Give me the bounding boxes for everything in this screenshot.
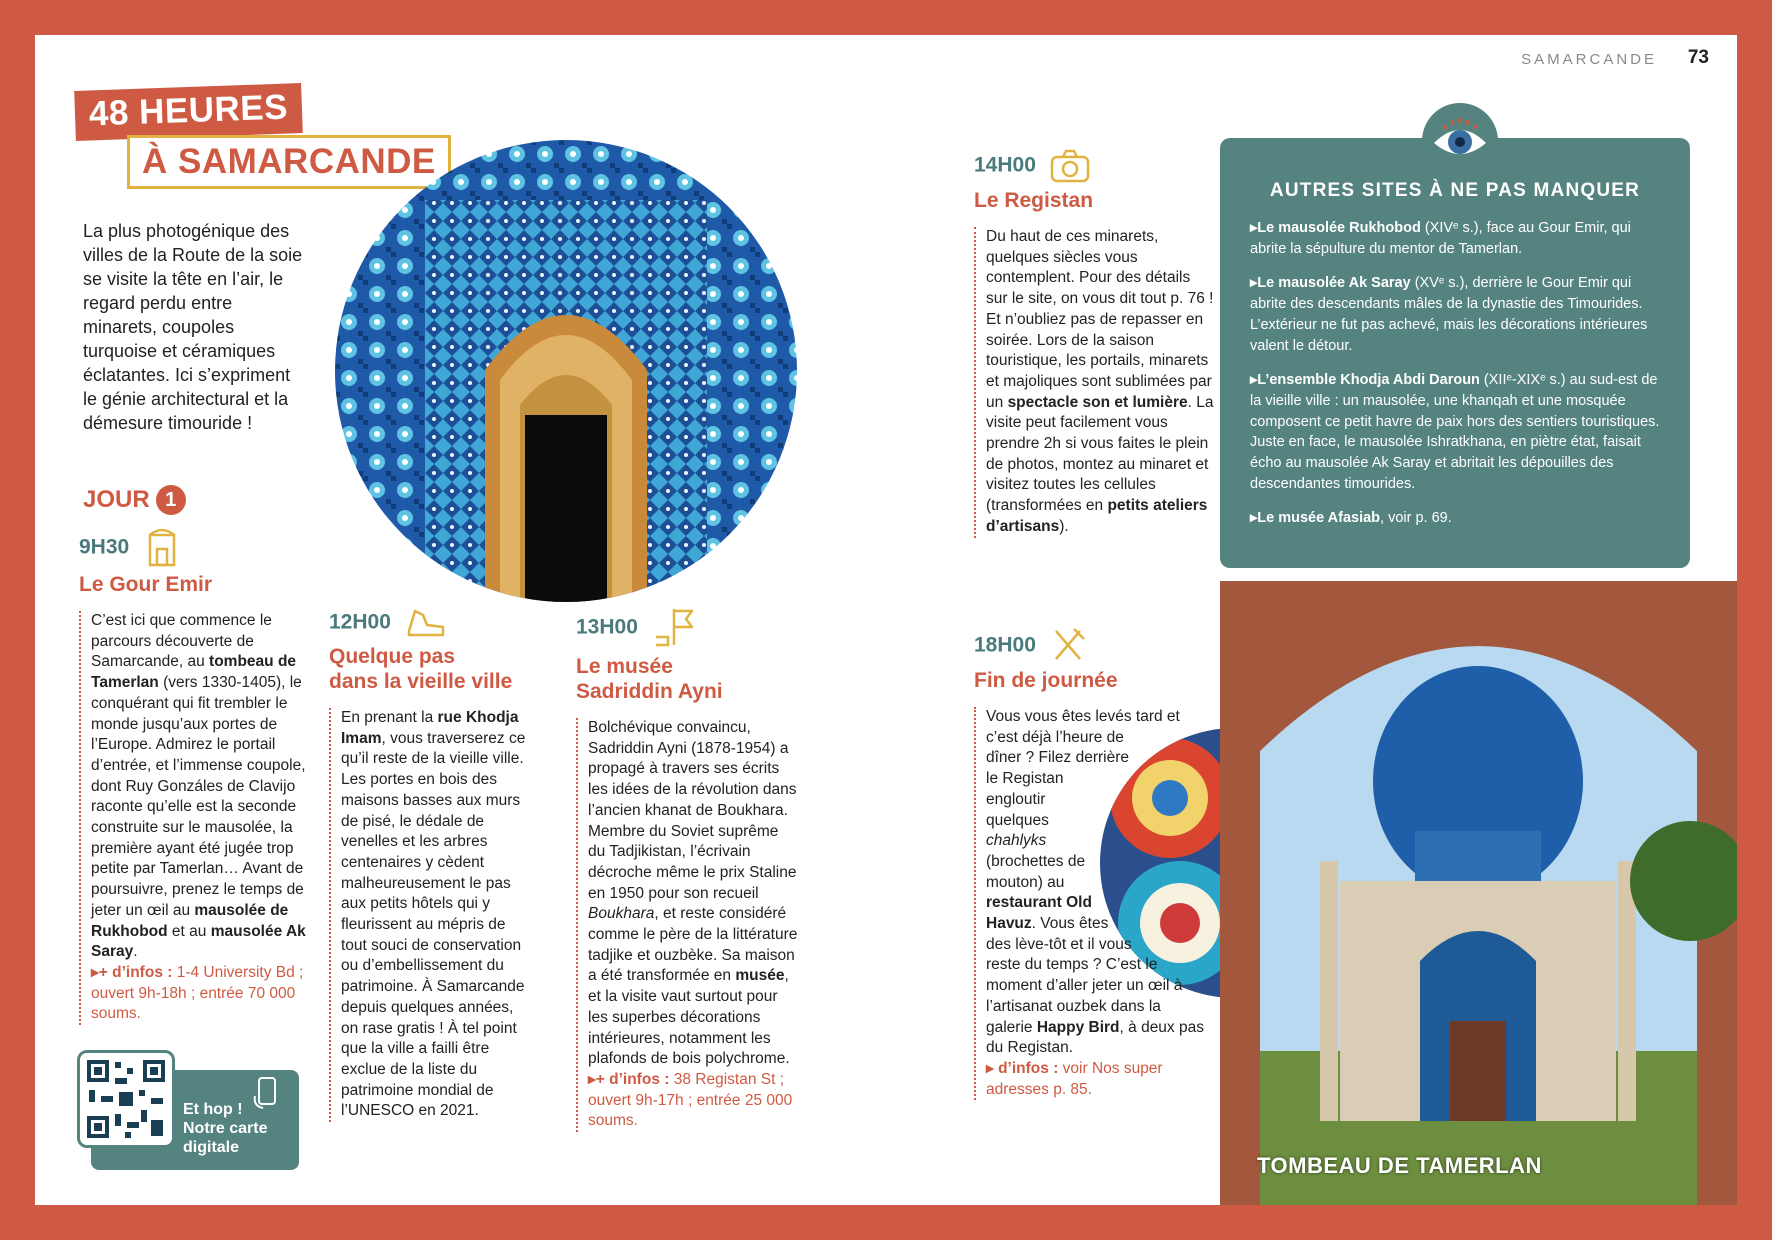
gour-text-4: . <box>133 943 138 961</box>
ville-place-2: dans la vieille ville <box>329 670 513 693</box>
panel-item-text: , voir p. 69. <box>1380 510 1452 527</box>
soir-text-4: , à deux pas du Registan. <box>986 1018 1204 1057</box>
musee-body <box>576 718 798 1132</box>
panel-items <box>1250 218 1662 543</box>
gour-info-label: ▸+ d’infos : <box>91 963 173 981</box>
panel-item-name: ▸Le mausolée Ak Saray <box>1250 275 1411 292</box>
running-title: SAMARCANDE <box>1521 51 1657 68</box>
other-sites-panel <box>1220 138 1690 568</box>
registan-text-1: Du haut de ces minarets, quelques siècles vous contemplent. Pour des détails sur le site, on vous dit tout p. 76 ! Et n’oubliez pas de repasser en soirée. Lors de la saison touristique, les portails, minarets et majoliques sont sublimées par un <box>986 228 1214 411</box>
musee-info-label: ▸+ d’infos : <box>588 1070 670 1088</box>
ville-text-1: En prenant la <box>341 709 438 726</box>
magazine-page <box>35 35 1737 1205</box>
gour-text-2: (vers 1330-1405), le conquérant qui fit trembler le monde jusqu’aux portes de l’Europe. Admirez le portail d’entrée, et l’immense coupole, dont Ruy Gonzáles de Clavijo raconte qu’elle est la seconde construite sur le mausolée, la première ayant été jugée trop petite par Tamerlan… Avant de poursuivre, prenez le temps de jeter un œil au <box>91 674 306 919</box>
registan-text-3: ). <box>1059 517 1069 535</box>
ville-time: 12H00 <box>329 610 391 634</box>
musee-bold-1: musée <box>735 967 785 985</box>
qr-code[interactable] <box>77 1050 175 1148</box>
day-number: 1 <box>156 485 186 515</box>
soir-bold-2: Happy Bird <box>1036 1018 1120 1036</box>
registan-body <box>974 227 1214 538</box>
gour-info <box>91 964 303 1022</box>
day-label: JOUR <box>83 486 150 513</box>
musee-text-2: , et reste considéré comme le père de la littérature tadjike et ouzbèke. Sa maison a été transformée en <box>588 905 798 985</box>
musee-time: 13H00 <box>576 615 638 639</box>
musee-text-3: , et la visite vaut surtout pour les superbes décorations intérieures, notamment les plafonds de bois polychrome. <box>588 967 790 1068</box>
section-musee <box>576 605 798 1132</box>
monument-icon <box>144 527 180 572</box>
gour-bold-2: mausolée de Rukhobod <box>91 901 289 940</box>
panel-item-name: ▸Le mausolée Rukhobod <box>1250 220 1421 236</box>
eye-icon <box>1422 103 1498 179</box>
gour-info-text: 1-4 University Bd ; ouvert 9h-18h ; entrée 70 000 soums. <box>91 963 304 1023</box>
soir-info <box>986 1060 1163 1098</box>
registan-text-2: . La visite peut facilement vous prendre 2h si vous faites le plein de photos, montez au minaret et visitez toutes les cellules (transformées en <box>986 393 1214 515</box>
day-heading <box>83 485 186 515</box>
ville-bold-1: rue Khodja Imam <box>341 709 519 747</box>
soir-time: 18H00 <box>974 633 1036 657</box>
gour-text-1: C’est ici que commence le parcours découverte de Samarcande, au <box>91 612 272 671</box>
panel-item <box>1250 273 1662 356</box>
section-fin-journee <box>974 627 1214 1100</box>
soir-body <box>974 707 1206 1100</box>
soir-text-3: . Vous êtes des lève-tôt et il vous reste du temps ? C’est le moment d’aller jeter un œil à l’artisanat ouzbek dans la galerie <box>986 915 1183 1036</box>
panel-item <box>1250 370 1662 494</box>
gour-body <box>79 611 324 1025</box>
soir-text-1: Vous vous êtes levés tard et c’est déjà l’heure de dîner ? Filez derrière le Registan engloutir quelques <box>986 708 1180 829</box>
ville-text-2: , vous traverserez ce qu’il reste de la vieille ville. Les portes en bois des maisons basses aux murs de pisé, le dédale de venelles et les arbres centenaires y cèdent malheureusement le pas aux petits hôtels qui y fleurissent au mépris de tout souci de conservation ou d’embellissement du patrimoine. À Samarcande depuis quelques années, on rase gratis ! À tel point que la ville a failli être exclue de la liste du patrimoine mondial de l’UNESCO en 2021. <box>341 729 526 1120</box>
musee-info-text: 38 Registan St ; ouvert 9h-17h ; entrée 25 000 soums. <box>588 1070 793 1130</box>
registan-time: 14H00 <box>974 153 1036 177</box>
section-vieille-ville <box>329 605 529 1122</box>
fork-knife-icon <box>1050 627 1086 668</box>
page-number: 73 <box>1687 47 1709 68</box>
panel-item <box>1250 508 1662 529</box>
title-line-2: À SAMARCANDE <box>127 135 451 189</box>
soir-place: Fin de journée <box>974 669 1118 692</box>
gour-place: Le Gour Emir <box>79 573 213 596</box>
gour-time: 9H30 <box>79 535 130 559</box>
musee-italic-1: Boukhara <box>588 905 655 923</box>
section-gour-emir <box>79 527 324 1025</box>
camera-icon <box>1050 147 1090 188</box>
soir-bold-1: restaurant Old Havuz <box>986 894 1092 933</box>
panel-item <box>1250 218 1662 259</box>
panel-item-text: (XIIᵉ-XIXᵉ s.) au sud-est de la vieille ville : un mausolée, une khanqah et une mosquée composent ce petit havre de paix hors des sentiers touristiques. Juste en face, le mausolée Ishratkhana, en piètre état, faisait écho au mausolée Ak Saray et abritait les dépouilles des descendantes timourides. <box>1250 372 1660 492</box>
registan-bold-1: spectacle son et lumière <box>1007 393 1188 411</box>
musee-place-1: Le musée <box>576 655 673 678</box>
panel-item-name: ▸L’ensemble Khodja Abdi Daroun <box>1250 372 1480 389</box>
registan-place: Le Registan <box>974 189 1094 212</box>
soir-text-2: (brochettes de mouton) au <box>986 852 1086 891</box>
soir-info-label: ▸ d’infos : <box>986 1059 1059 1077</box>
gour-bold-1: tombeau de Tamerlan <box>91 653 297 692</box>
digital-line-1: Et hop ! <box>183 1101 243 1118</box>
panel-title: AUTRES SITES À NE PAS MANQUER <box>1269 180 1641 201</box>
panel-item-name: ▸Le musée Afasiab <box>1250 510 1381 527</box>
intro-paragraph: La plus photogénique des villes de la Route de la soie se visite la tête en l’air, le regard perdu entre minarets, coupoles turquoise et céramiques éclatantes. Ici s’expriment le génie architectural et la démesure timouride ! <box>83 221 303 433</box>
phone-hand-icon <box>251 1076 283 1115</box>
panel-item-text: (XIVᵉ s.), face au Gour Emir, qui abrite la sépulture du mentor de Tamerlan. <box>1250 220 1631 257</box>
soir-italic-1: chahlyks <box>986 832 1047 850</box>
flag-icon <box>652 605 696 654</box>
section-registan <box>974 147 1214 538</box>
ville-place-1: Quelque pas <box>329 645 456 668</box>
panel-item-text: (XVᵉ s.), derrière le Gour Emir qui abrite des descendants mâles de la dynastie des Timourides. L’extérieur ne fut pas achevé, mais les décorations intérieures valent le détour. <box>1250 275 1648 354</box>
digital-line-3: digitale <box>183 1139 240 1156</box>
digital-line-2: Notre carte <box>183 1120 268 1137</box>
soir-info-text: voir Nos super adresses p. 85. <box>986 1059 1163 1098</box>
photo-caption: TOMBEAU DE TAMERLAN <box>1257 1153 1542 1178</box>
musee-info <box>588 1071 792 1129</box>
musee-text-1: Bolchévique convaincu, Sadriddin Ayni (1878-1954) a propagé à travers ses écrits les idées de la révolution dans l’ancien khanat de Boukhara. Membre du Soviet suprême du Tadjikistan, l’écrivain décroche même le prix Staline en 1950 pour son recueil <box>588 719 797 902</box>
tile-doorway-photo <box>335 140 797 602</box>
registan-bold-2: petits ateliers d’artisans <box>986 497 1208 535</box>
gour-text-3: et au <box>167 922 211 940</box>
ville-body <box>329 708 529 1122</box>
sneaker-icon <box>405 605 447 644</box>
gour-bold-3: mausolée Ak Saray <box>91 922 306 961</box>
tamerlan-tomb-photo <box>1220 581 1737 1205</box>
musee-place-2: Sadriddin Ayni <box>576 680 723 703</box>
title-line-1: 48 HEURES <box>74 83 303 141</box>
